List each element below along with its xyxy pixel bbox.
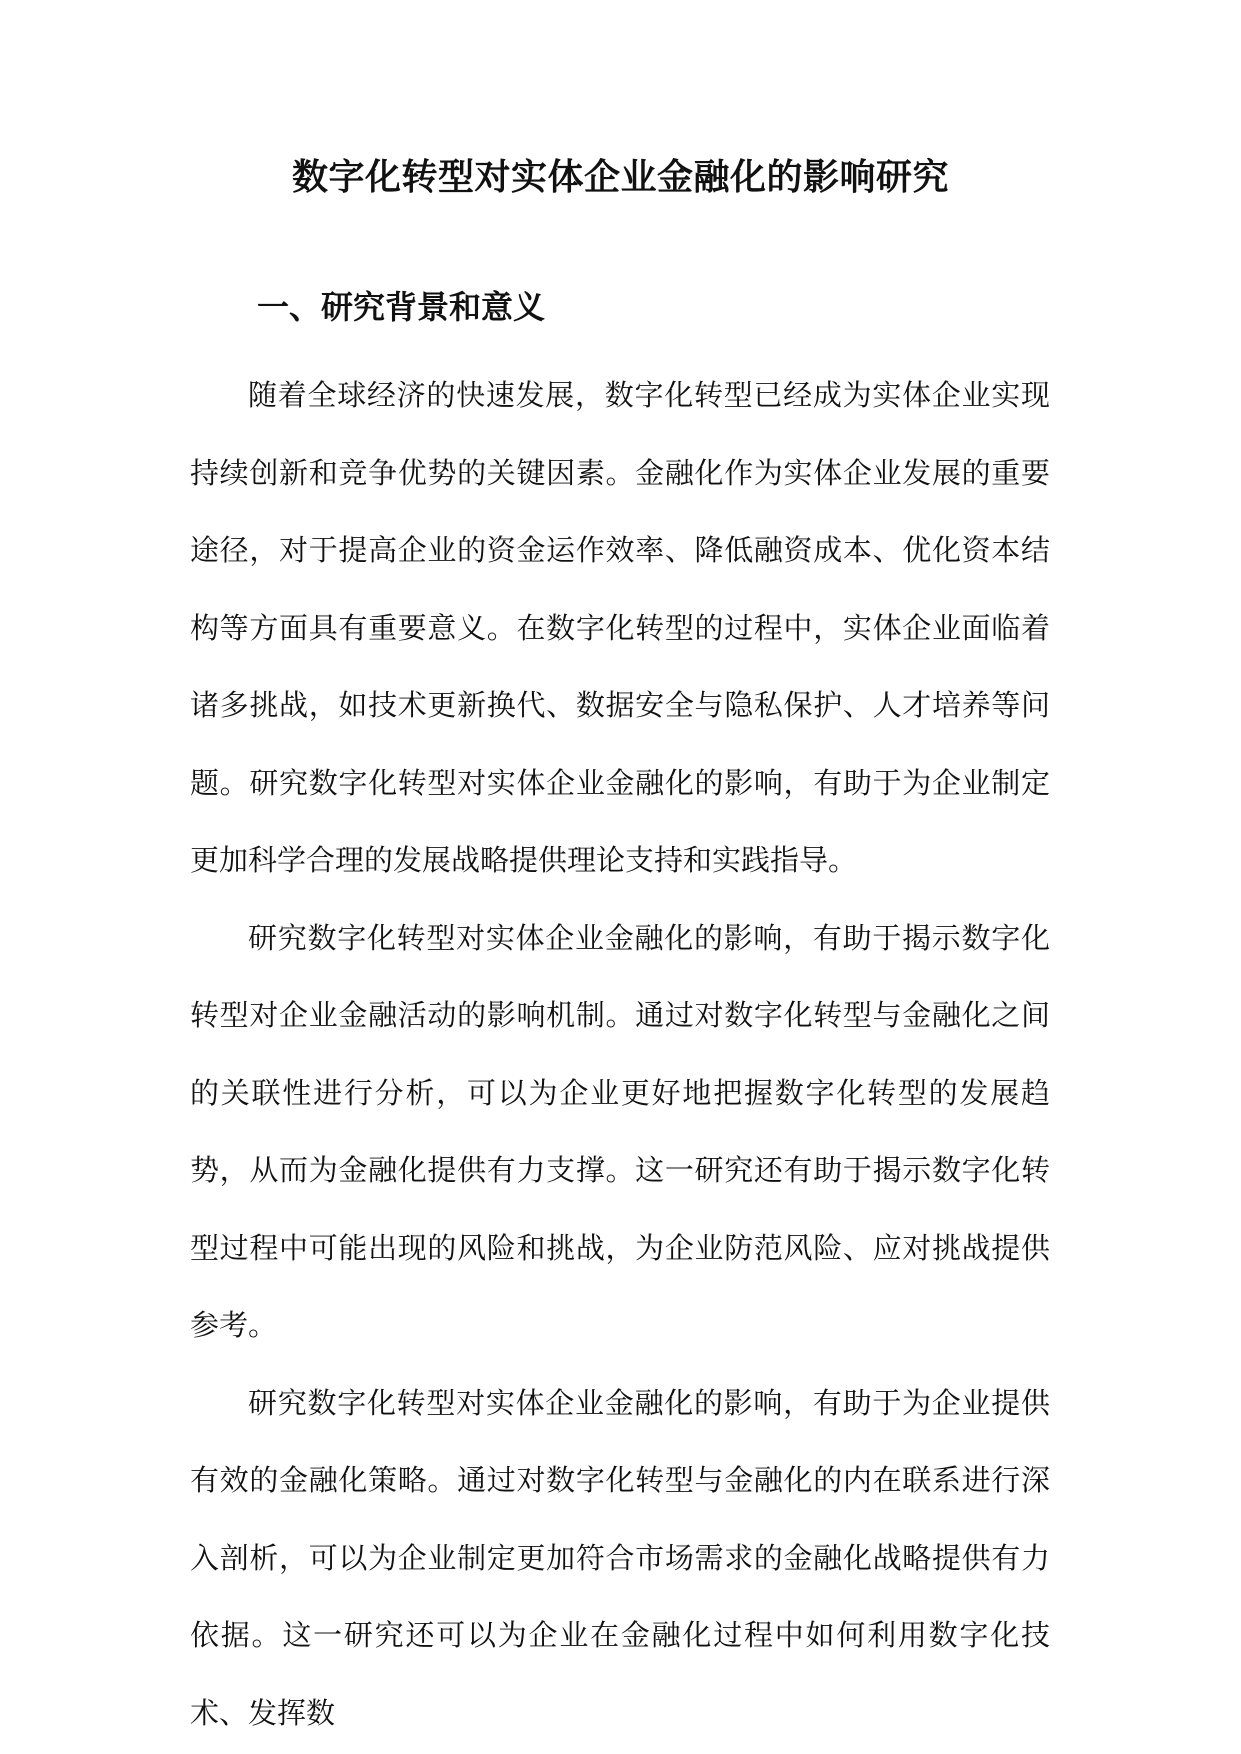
document-title: 数字化转型对实体企业金融化的影响研究 xyxy=(291,156,949,198)
paragraph: 研究数字化转型对实体企业金融化的影响，有助于为企业提供有效的金融化策略。通过对数字化转型与金融化的内在联系进行深入剖析，可以为企业制定更加符合市场需求的金融化战略提供有力依据。这一研究还可以为企业在金融化过程中如何利用数字化技术、发挥数 xyxy=(190,1385,1050,1730)
paragraph: 研究数字化转型对实体企业金融化的影响，有助于揭示数字化转型对企业金融活动的影响机制。通过对数字化转型与金融化之间的关联性进行分析，可以为企业更好地把握数字化转型的发展趋势，从而为金融化提供有力支撑。这一研究还有助于揭示数字化转型过程中可能出现的风险和挑战，为企业防范风险、应对挑战提供参考。 xyxy=(190,920,1050,1342)
paragraph: 随着全球经济的快速发展，数字化转型已经成为实体企业实现持续创新和竞争优势的关键因素。金融化作为实体企业发展的重要途径，对于提高企业的资金运作效率、降低融资成本、优化资本结构等方面具有重要意义。在数字化转型的过程中，实体企业面临着诸多挑战，如技术更新换代、数据安全与隐私保护、人才培养等问题。研究数字化转型对实体企业金融化的影响，有助于为企业制定更加科学合理的发展战略提供理论支持和实践指导。 xyxy=(190,378,1050,877)
section-body xyxy=(190,357,1050,1752)
section-heading: 一、研究背景和意义 xyxy=(257,288,546,326)
